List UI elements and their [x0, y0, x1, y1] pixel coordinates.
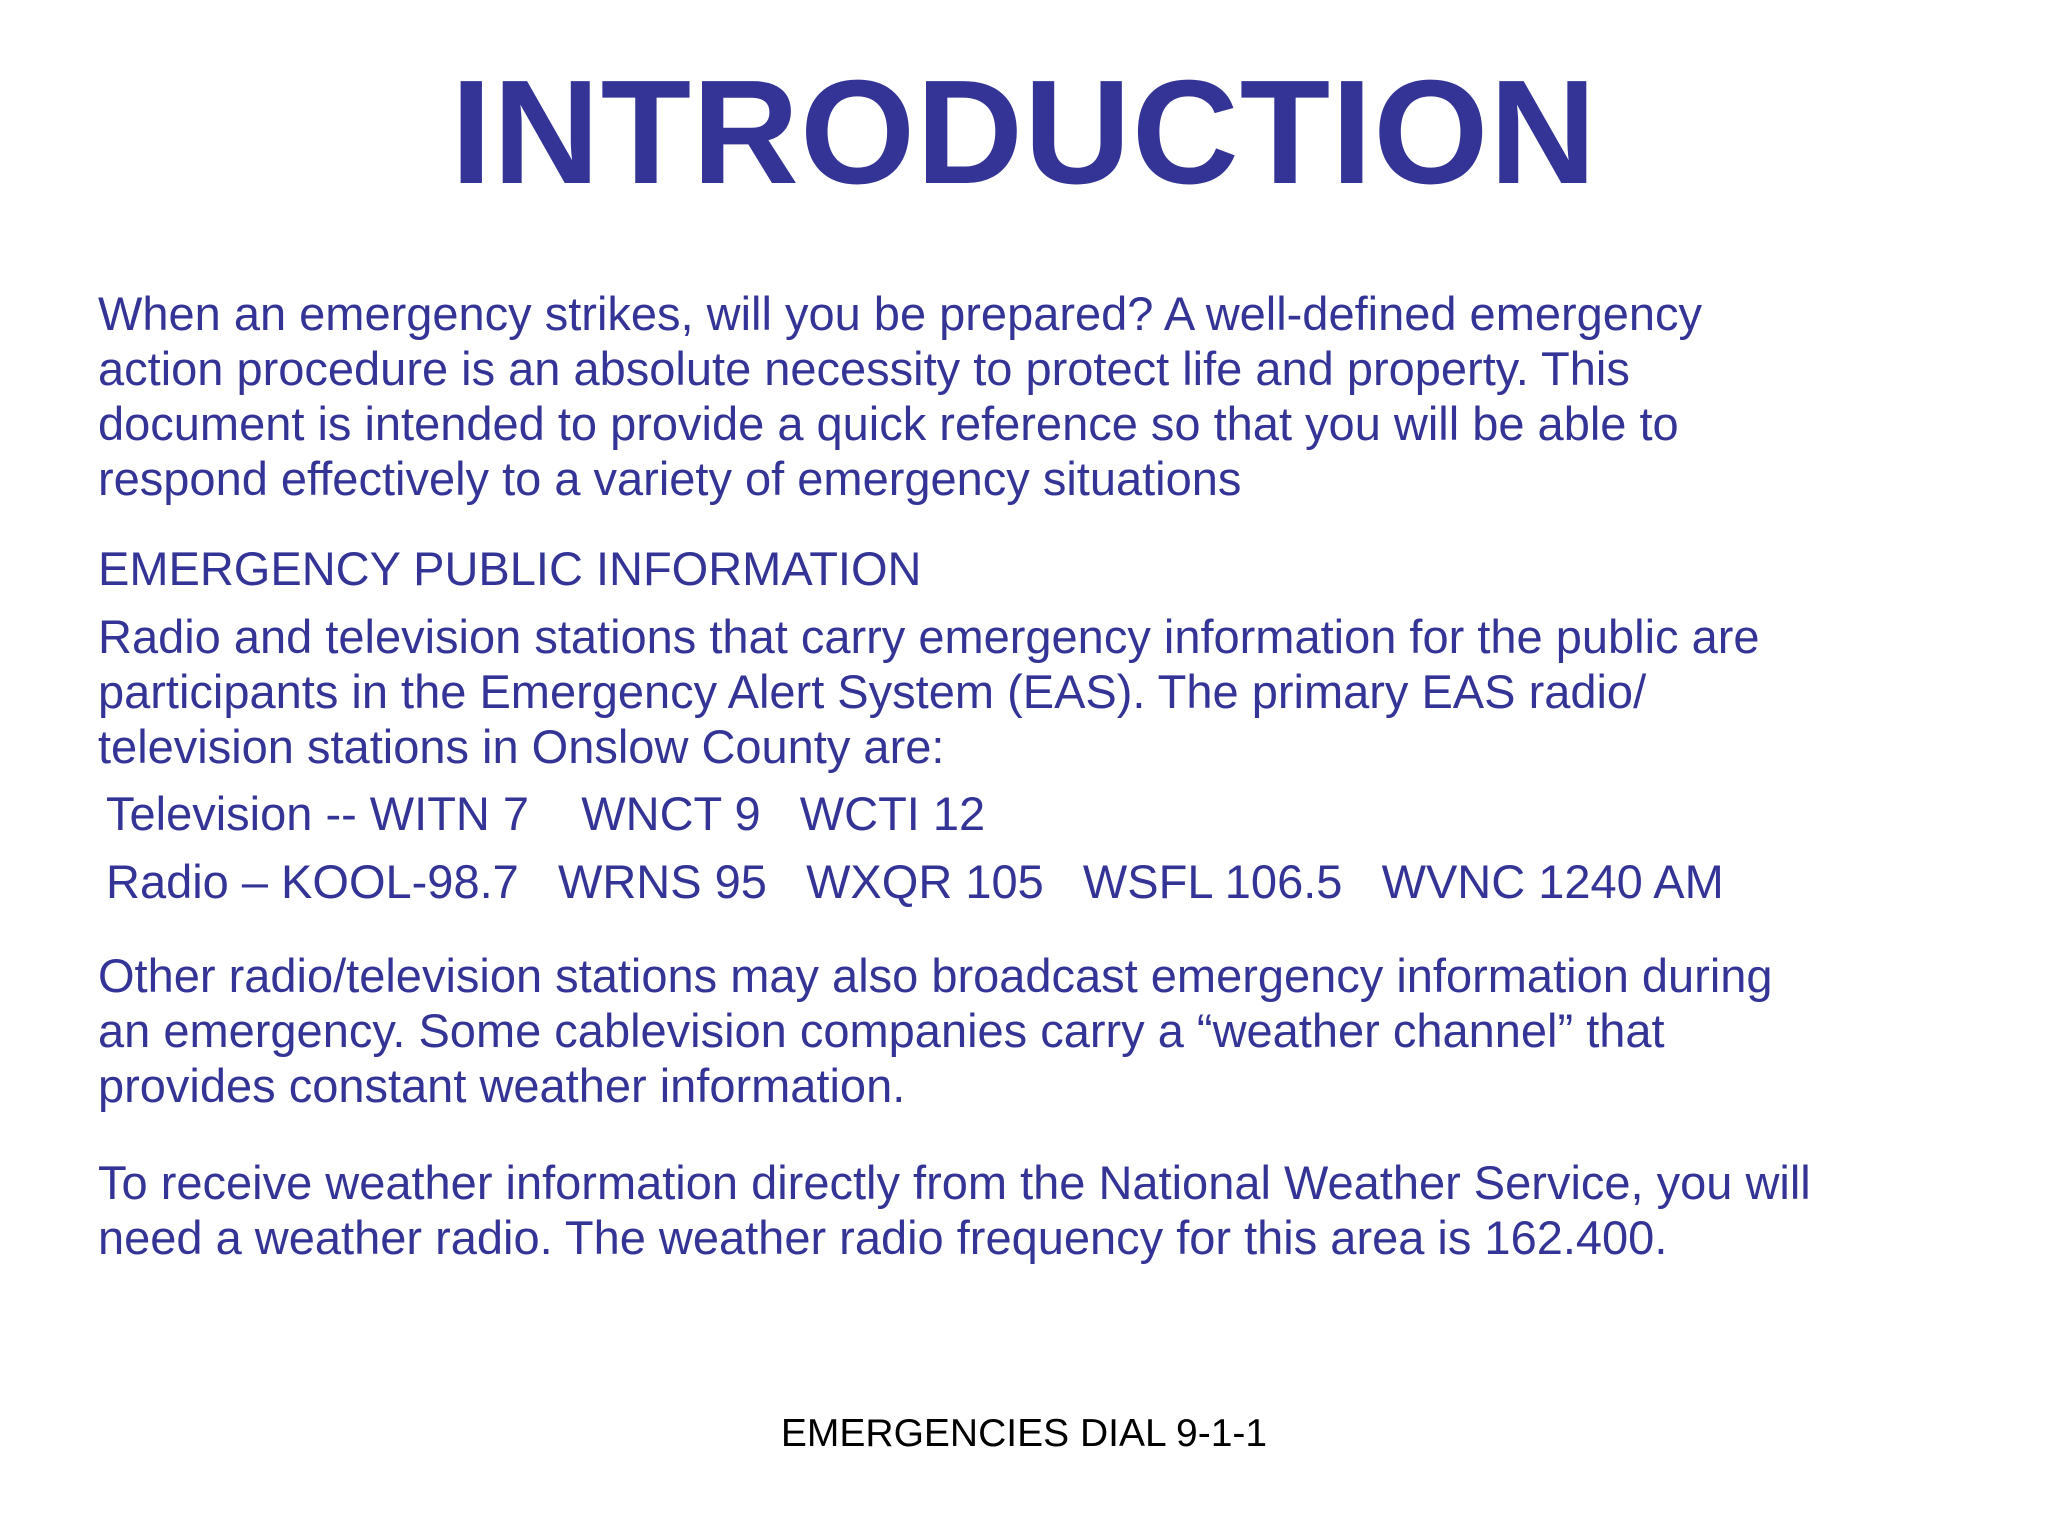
weather-radio-line: need a weather radio. The weather radio frequency for this area is 162.400. [98, 1211, 1668, 1264]
other-stations-line: provides constant weather information. [98, 1059, 906, 1112]
television-stations-line: Television -- WITN 7 WNCT 9 WCTI 12 [106, 787, 986, 840]
eas-line: participants in the Emergency Alert System (EAS). The primary EAS radio/ [98, 665, 1647, 718]
eas-line: Radio and television stations that carry emergency information for the public are [98, 610, 1760, 663]
intro-line: document is intended to provide a quick reference so that you will be able to [98, 397, 1679, 450]
weather-radio-paragraph [98, 1155, 2018, 1265]
other-stations-line: Other radio/television stations may also broadcast emergency information during [98, 949, 1773, 1002]
other-stations-paragraph [98, 948, 2018, 1113]
page-title: INTRODUCTION [450, 50, 1598, 215]
weather-radio-line: To receive weather information directly from the National Weather Service, you will [98, 1156, 1811, 1209]
intro-line: action procedure is an absolute necessity to protect life and property. This [98, 342, 1630, 395]
intro-paragraph [98, 286, 2018, 506]
intro-line: respond effectively to a variety of emergency situations [98, 452, 1242, 505]
eas-paragraph [98, 609, 2018, 774]
intro-line: When an emergency strikes, will you be prepared? A well-defined emergency [98, 287, 1703, 340]
footer-emergency-number: EMERGENCIES DIAL 9-1-1 [780, 1412, 1268, 1455]
section-heading-public-info: EMERGENCY PUBLIC INFORMATION [98, 542, 922, 595]
other-stations-line: an emergency. Some cablevision companies carry a “weather channel” that [98, 1004, 1665, 1057]
radio-stations-line: Radio – KOOL-98.7 WRNS 95 WXQR 105 WSFL 106.5 WVNC 1240 AM [106, 855, 1724, 908]
eas-line: television stations in Onslow County are: [98, 720, 945, 773]
